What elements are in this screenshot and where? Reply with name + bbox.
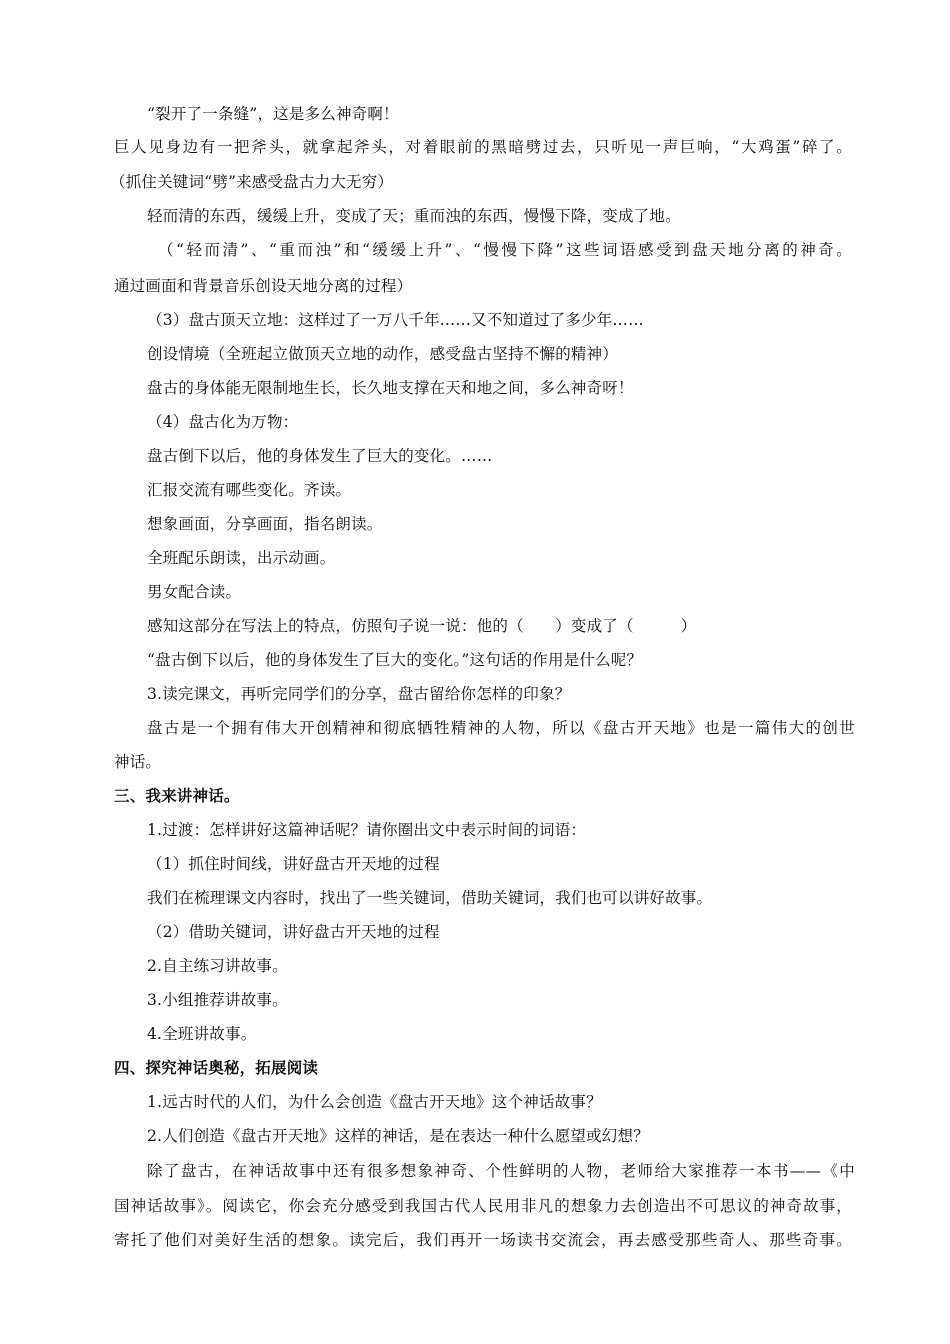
text-line: 全班配乐朗读，出示动画。 (147, 549, 336, 567)
text-line: 我们在梳理课文内容时，找出了一些关键词，借助关键词，我们也可以讲好故事。 (147, 889, 713, 907)
text-line: 汇报交流有哪些变化。齐读。 (147, 481, 352, 499)
section-heading: 三、我来讲神话。 (114, 787, 240, 805)
text-line: 盘古倒下以后，他的身体发生了巨大的变化。…… (147, 447, 493, 465)
text-line: “盘古倒下以后，他的身体发生了巨大的变化。”这句话的作用是什么呢？ (147, 651, 643, 669)
text-line: （4）盘古化为万物： (147, 413, 299, 431)
text-line: 2.自主练习讲故事。 (147, 957, 288, 975)
text-line: 通过画面和背景音乐创设天地分离的过程） (114, 277, 413, 295)
text-line: 巨人见身边有一把斧头，就拿起斧头，对着眼前的黑暗劈过去，只听见一声巨响，“大鸡蛋”碎了。 (114, 138, 852, 156)
text-line: 盘古的身体能无限制地生长，长久地支撑在天和地之间，多么神奇呀！ (147, 379, 634, 397)
text-line: （3）盘古顶天立地：这样过了一万八千年……又不知道过了多少年…… (147, 311, 644, 329)
text-line: （1）抓住时间线，讲好盘古开天地的过程 (147, 855, 440, 873)
text-line: （“轻而清”、“重而浊”和“缓缓上升”、“慢慢下降”这些词语感受到盘天地分离的神奇。 (158, 241, 852, 259)
text-line: 国神话故事》。阅读它，你会充分感受到我国古代人民用非凡的想象力去创造出不可思议的神奇故事， (114, 1197, 852, 1215)
text-line: 感知这部分在写法上的特点，仿照句子说一说：他的（ ）变成了（ ） (147, 617, 697, 635)
text-line: （2）借助关键词，讲好盘古开天地的过程 (147, 923, 440, 941)
text-line: “裂开了一条缝”，这是多么神奇啊！ (147, 105, 399, 123)
text-line: 除了盘古，在神话故事中还有很多想象神奇、个性鲜明的人物，老师给大家推荐一本书——《中 (147, 1162, 855, 1180)
text-line: 3.读完课文，再听完同学们的分享，盘古留给你怎样的印象？ (147, 685, 571, 703)
text-line: 2.人们创造《盘古开天地》这样的神话，是在表达一种什么愿望或幻想？ (147, 1127, 649, 1145)
text-line: 神话。 (114, 753, 162, 771)
text-line: 4.全班讲故事。 (147, 1025, 257, 1043)
text-line: 创设情境（全班起立做顶天立地的动作，感受盘古坚持不懈的精神） (147, 345, 619, 363)
text-line: 轻而清的东西，缓缓上升，变成了天；重而浊的东西，慢慢下降，变成了地。 (147, 207, 681, 225)
text-line: 3.小组推荐讲故事。 (147, 991, 288, 1009)
text-line: 寄托了他们对美好生活的想象。读完后，我们再开一场读书交流会，再去感受那些奇人、那些奇事。 (114, 1231, 852, 1249)
section-heading: 四、探究神话奥秘，拓展阅读 (114, 1059, 319, 1077)
text-line: （抓住关键词“劈”来感受盘古力大无穷） (110, 173, 394, 191)
text-line: 男女配合读。 (147, 583, 242, 601)
text-line: 想象画面，分享画面，指名朗读。 (147, 515, 383, 533)
text-line: 1.远古时代的人们，为什么会创造《盘古开天地》这个神话故事？ (147, 1093, 602, 1111)
text-line: 1.过渡：怎样讲好这篇神话呢？请你圈出文中表示时间的词语： (147, 821, 587, 839)
text-line: 盘古是一个拥有伟大开创精神和彻底牺牲精神的人物，所以《盘古开天地》也是一篇伟大的创世 (147, 719, 855, 737)
